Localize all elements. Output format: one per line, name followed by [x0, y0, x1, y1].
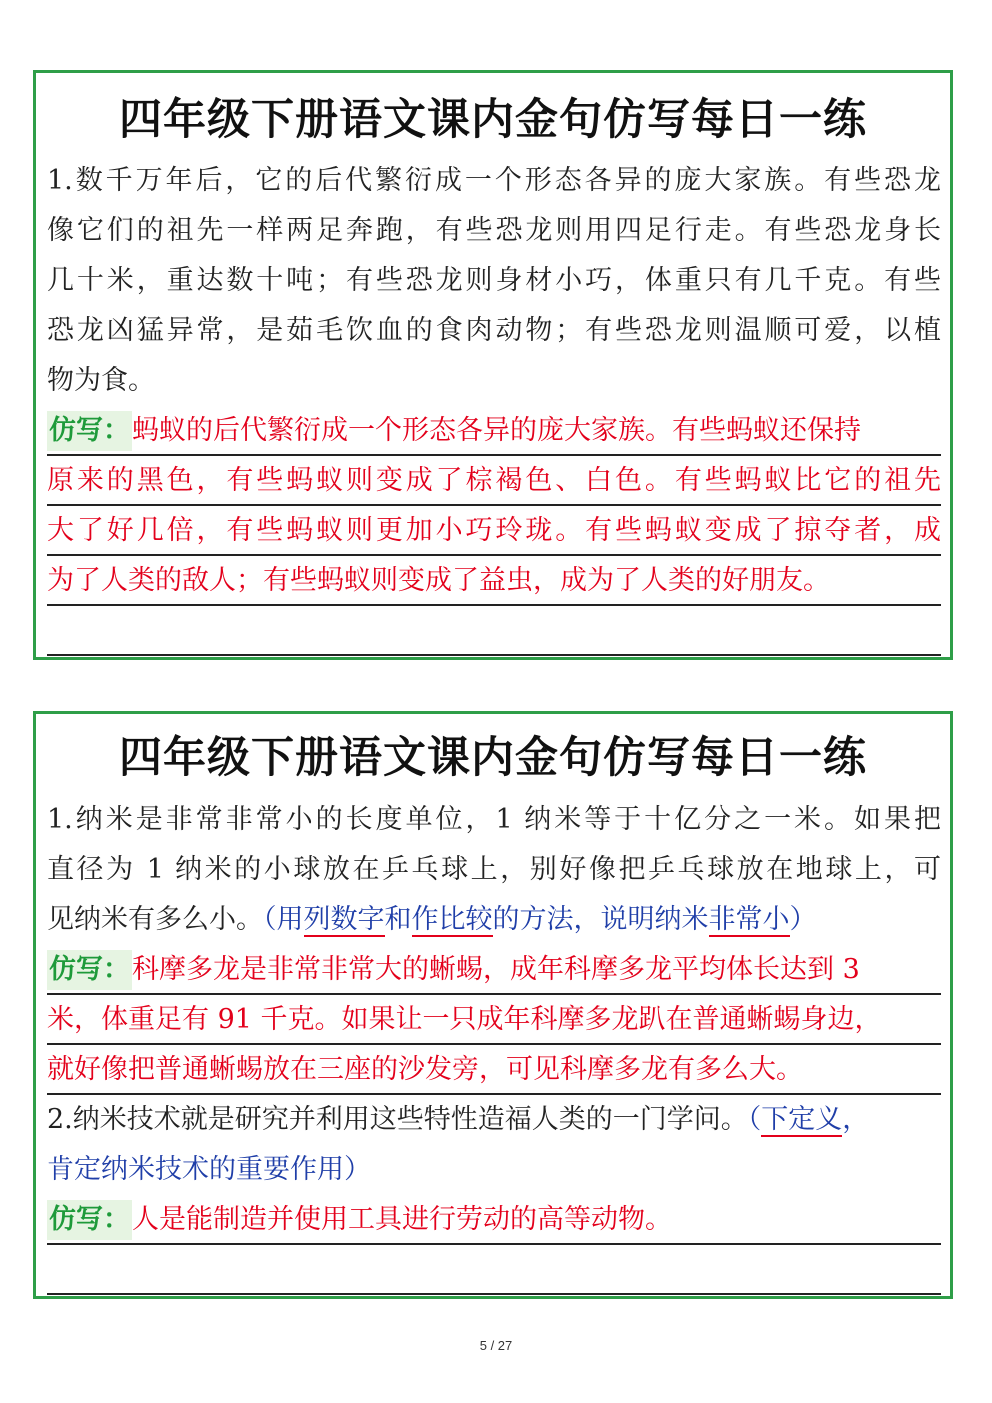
- passage-line: 直径为 1 纳米的小球放在乒乓球上，别好像把乒乓球放在地球上，可: [47, 854, 941, 885]
- blank-writing-line: [47, 606, 941, 656]
- imitation-line: [47, 945, 941, 995]
- passage-text: 2.纳米技术就是研究并利用这些特性造福人类的一门学问。: [47, 1104, 748, 1135]
- passage-line: 物为食。: [47, 365, 155, 396]
- imitation-line: 为了人类的敌人；有些蚂蚁则变成了益虫，成为了人类的好朋友。: [47, 556, 941, 606]
- keyword-listing-numbers: 列数字: [303, 904, 385, 935]
- annotation-and: 和: [384, 904, 412, 935]
- imitation-line: 原来的黑色，有些蚂蚁则变成了棕褐色、白色。有些蚂蚁比它的祖先: [47, 456, 941, 506]
- exercise-card-1: [33, 70, 953, 660]
- blank-writing-line: [47, 1245, 941, 1295]
- card-body: [36, 795, 950, 1295]
- passage-line: 几十米，重达数十吨；有些恐龙则身材小巧，体重只有几千克。有些: [47, 265, 941, 296]
- annotation-open: （用: [263, 904, 304, 935]
- imitation-label: 仿写：: [47, 411, 132, 451]
- passage-line: 恐龙凶猛异常，是茹毛饮血的食肉动物；有些恐龙则温顺可爱，以植: [47, 315, 941, 346]
- card-body: [36, 156, 950, 656]
- passage-line: 像它们的祖先一样两足奔跑，有些恐龙则用四足行走。有些恐龙身长: [47, 215, 941, 246]
- passage-line: 1.纳米是非常非常小的长度单位，1 纳米等于十亿分之一米。如果把: [47, 804, 941, 835]
- annotation-open: （: [747, 1104, 762, 1135]
- passage-text: 见纳米有多么小。: [47, 904, 263, 935]
- annotation-mid: 的方法，说明纳米: [492, 904, 709, 935]
- page-number: 5 / 27: [479, 1338, 513, 1353]
- imitation-line: 就好像把普通蜥蜴放在三座的沙发旁，可见科摩多龙有多么大。: [47, 1045, 941, 1095]
- imitation-label: 仿写：: [47, 1200, 132, 1240]
- imitation-text: 科摩多龙是非常非常大的蜥蜴，成年科摩多龙平均体长达到 3: [132, 954, 860, 985]
- card-title: 四年级下册语文课内金句仿写每日一练: [119, 95, 867, 145]
- imitation-line: [47, 406, 941, 456]
- passage-line: [47, 1095, 941, 1145]
- imitation-text: 人是能制造并使用工具进行劳动的高等动物。: [132, 1204, 672, 1235]
- passage-line: [47, 895, 941, 945]
- keyword-very-small: 非常小: [708, 904, 790, 935]
- exercise-card-2: [33, 711, 953, 1299]
- keyword-comparison: 作比较: [411, 904, 493, 935]
- imitation-label: 仿写：: [47, 950, 132, 990]
- passage-line: 1.数千万年后，它的后代繁衍成一个形态各异的庞大家族。有些恐龙: [47, 165, 941, 196]
- card-title: 四年级下册语文课内金句仿写每日一练: [119, 733, 867, 783]
- annotation-separator: ，: [842, 1104, 870, 1135]
- imitation-line: 米，体重足有 91 千克。如果让一只成年科摩多龙趴在普通蜥蜴身边，: [47, 995, 941, 1045]
- imitation-line: [47, 1195, 941, 1245]
- imitation-text: 蚂蚁的后代繁衍成一个形态各异的庞大家族。有些蚂蚁还保持: [132, 415, 861, 446]
- annotation-line: 肯定纳米技术的重要作用）: [47, 1154, 371, 1185]
- annotation-close: ）: [789, 904, 817, 935]
- imitation-line: 大了好几倍，有些蚂蚁则更加小巧玲珑。有些蚂蚁变成了掠夺者，成: [47, 506, 941, 556]
- keyword-definition: 下定义: [761, 1104, 843, 1135]
